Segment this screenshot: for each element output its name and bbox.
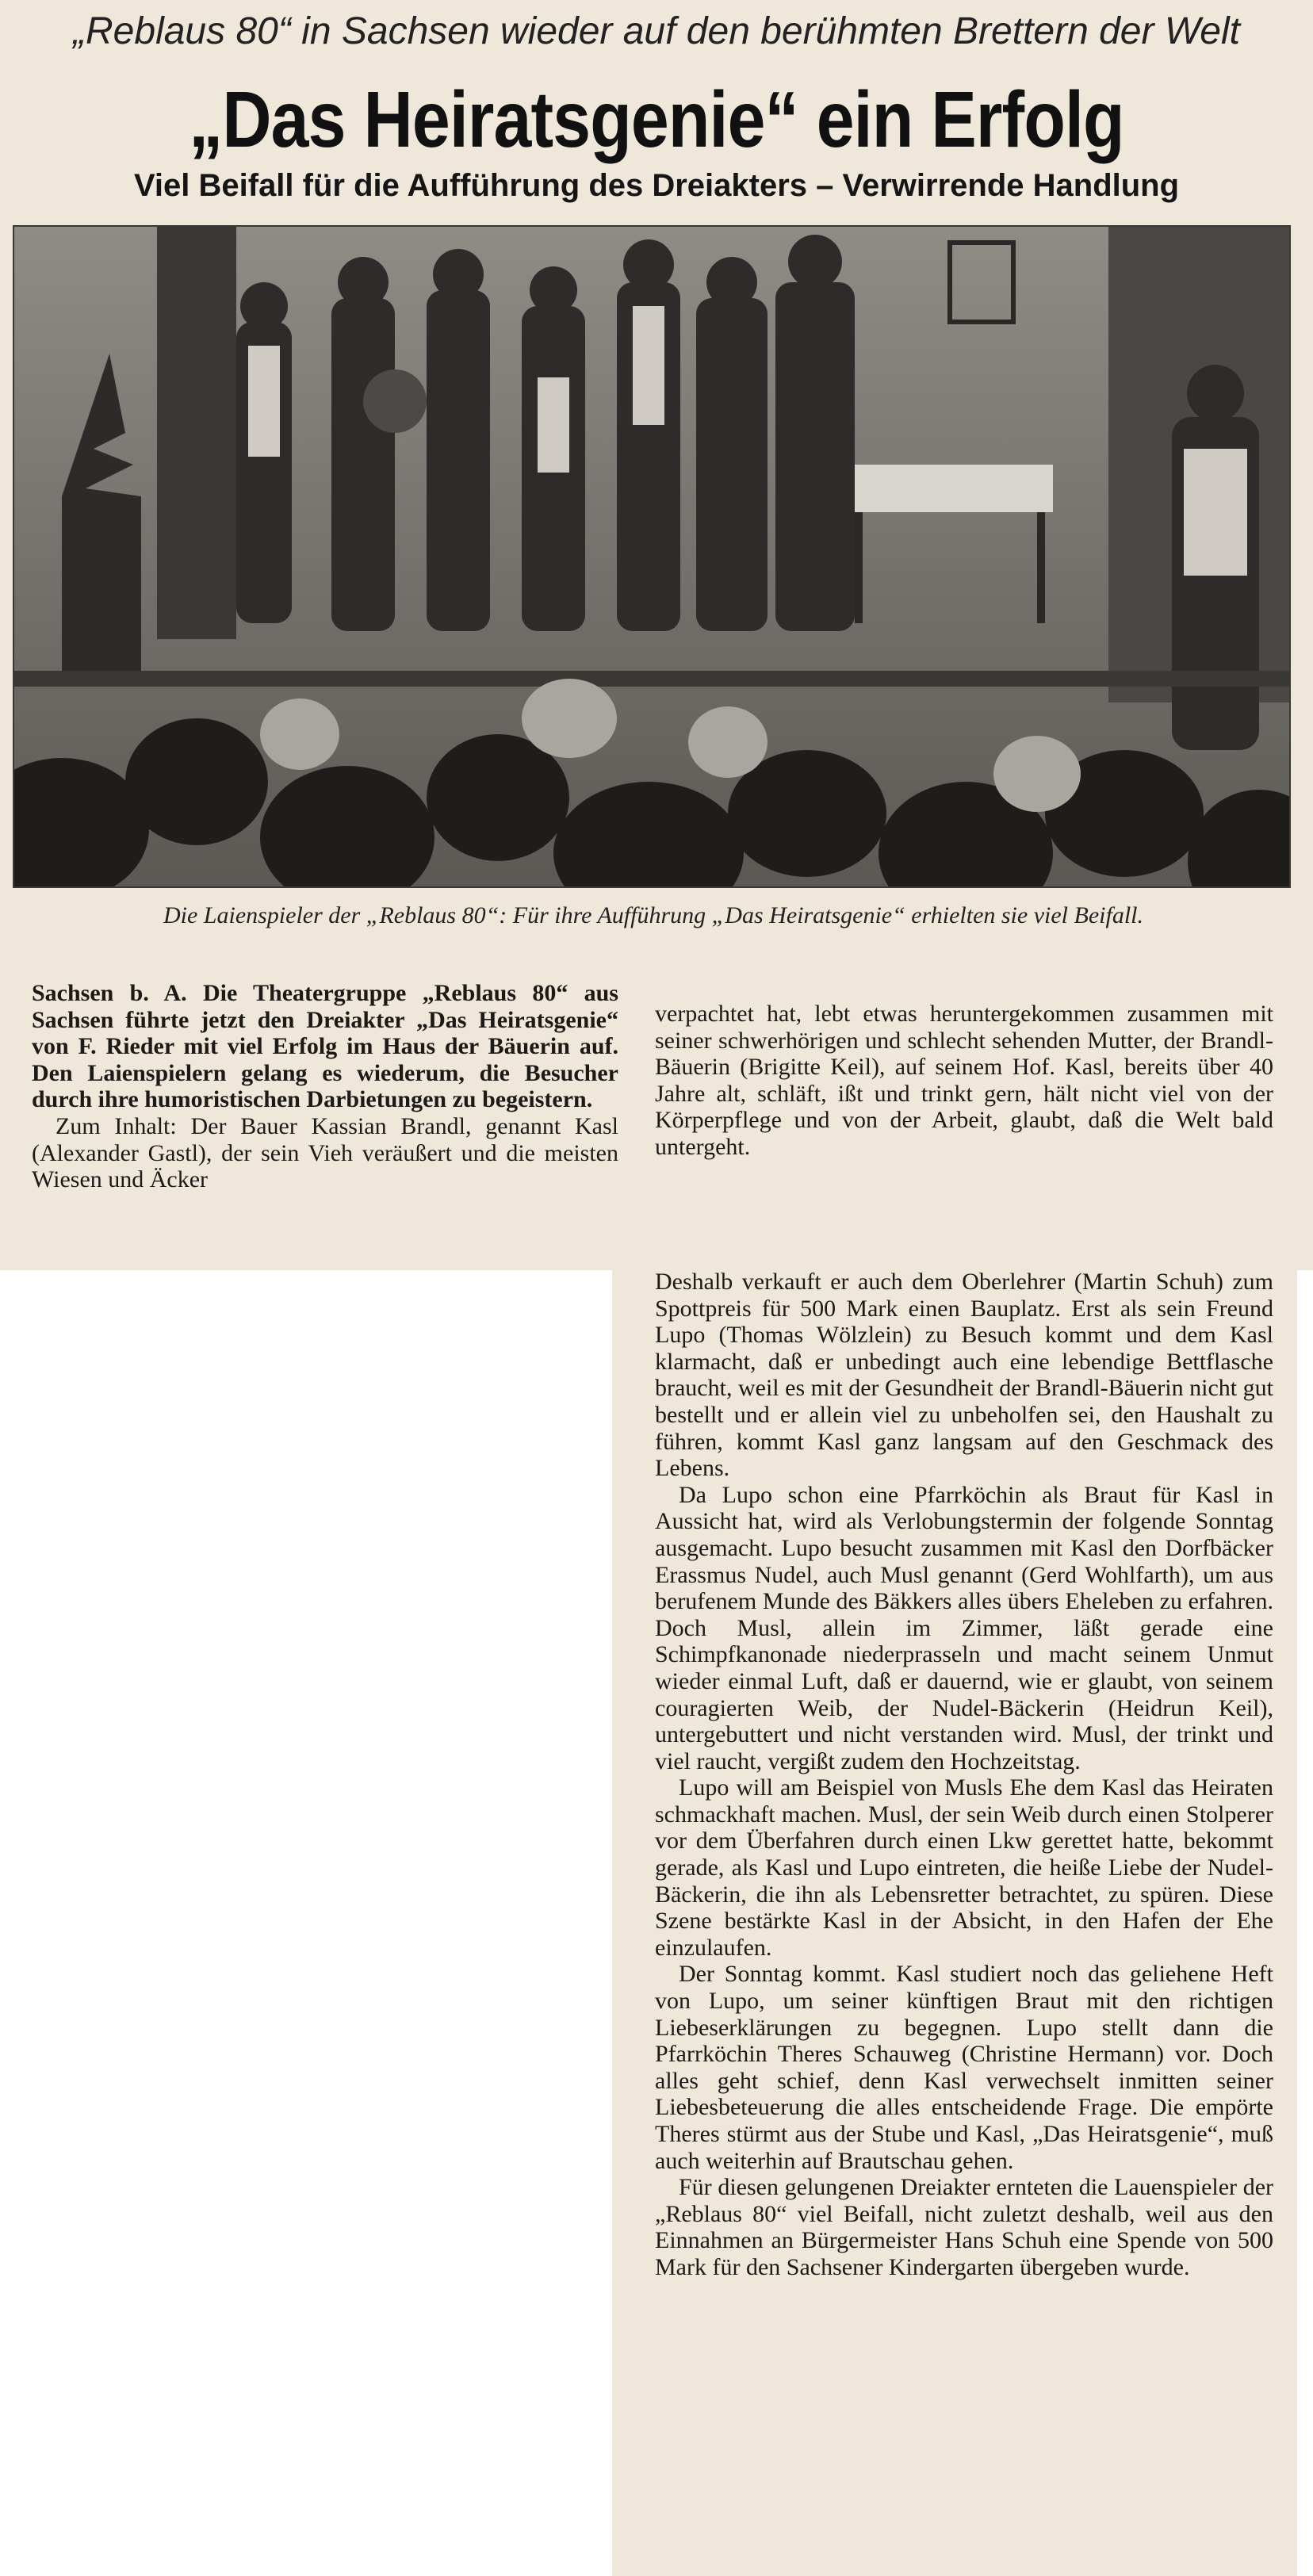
article-paragraph-5: Für diesen gelungenen Dreiakter ernteten die Lauenspieler der „Reblaus 80“ viel Beifall, nicht zuletzt deshalb, weil aus den Einnahmen an Bürgermeister Hans Schuh eine Spende von 500 Mark für den Sachsener Kindergarten übergeben wurde. [655,2174,1273,2280]
article-paragraph-3: Lupo will am Beispiel von Musls Ehe dem Kasl das Heiraten schmackhaft machen. Musl, der sein Weib durch einen Stolperer vor dem Überfahren durch einen Lkw gerettet hatte, bekommt gerade, als Kasl und Lupo eintreten, die heiße Liebe der Nudel-Bäckerin, die ihn als Lebensretter betrachtet, zu spüren. Diese Szene bestärkte Kasl in der Absicht, in den Hafen der Ehe einzulaufen. [655,1774,1273,1961]
article-paragraph-1-continued-2: Deshalb verkauft er auch dem Oberlehrer (Martin Schuh) zum Spottpreis für 500 Mark einen Bauplatz. Erst als sein Freund Lupo (Thomas Wölzlein) zu Besuch kommt und dem Kasl klarmacht, daß er unbedingt auch eine lebendige Bettflasche braucht, weil es mit der Gesundheit der Brandl-Bäuerin nicht gut bestellt und er allein viel zu unbeholfen sei, den Haushalt zu führen, kommt Kasl ganz langsam auf den Geschmack des Lebens. [655,1269,1273,1482]
article-column-right [655,1269,1273,2281]
article-subheadline: Viel Beifall für die Aufführung des Dreiakters – Verwirrende Handlung [133,168,1180,203]
article-paragraph-4: Der Sonntag kommt. Kasl studiert noch das geliehene Heft von Lupo, um seiner künftigen Braut mit den richtigen Liebeserklärungen zu begegnen. Lupo stellt dann die Pfarrköchin Theres Schauweg (Christine Hermann) vor. Doch alles geht schief, denn Kasl verwechselt inmitten seiner Liebesbeteuerung die alles entscheidende Frage. Die empörte Theres stürmt aus der Stube und Kasl, „Das Heiratsgenie“, muß auch weiterhin auf Brautschau gehen. [655,1961,1273,2174]
article-column-right-top [655,1001,1273,1161]
article-headline: „Das Heiratsgenie“ ein Erfolg [189,75,1124,164]
stage-photo [13,225,1291,888]
article-paragraph-1-start: Zum Inhalt: Der Bauer Kassian Brandl, genannt Kasl (Alexander Gastl), der sein Vieh veräußert und die meisten Wiesen und Äcker [32,1112,618,1193]
article-kicker: „Reblaus 80“ in Sachsen wieder auf den berühmten Brettern der Welt [73,10,1240,52]
article-paragraph-2: Da Lupo schon eine Pfarrköchin als Braut für Kasl in Aussicht hat, wird als Verlobungstermin der folgende Sonntag ausgemacht. Lupo besucht zusammen mit Kasl den Dorfbäcker Erassmus Nudel, auch Musl genannt (Gerd Wohlfarth), um aus berufenem Munde des Bäkkers alles übers Eheleben zu erfahren. Doch Musl, allein im Zimmer, läßt gerade eine Schimpfkanonade niederprasseln und macht seinem Unmut wieder einmal Luft, daß er dauernd, wie er glaubt, von seinem couragierten Weib, der Nudel-Bäckerin (Heidrun Keil), untergebuttert und nicht verstanden wird. Musl, der trinkt und viel raucht, vergißt zudem den Hochzeitstag. [655,1481,1273,1774]
article-paragraph-1-continued: verpachtet hat, lebt etwas heruntergekommen zusammen mit seiner schwerhörigen und schlecht sehenden Mutter, der Brandl-Bäuerin (Brigitte Keil), auf seinem Hof. Kasl, bereits über 40 Jahre alt, schläft, ißt und trinkt gern, hält nicht viel von der Körperpflege und von der Arbeit, glaubt, daß die Welt bald untergeht. [655,1001,1273,1160]
article-lead: Sachsen b. A. Die Theatergruppe „Reblaus 80“ aus Sachsen führte jetzt den Dreiakter „Das Heiratsgenie“ von F. Rieder mit viel Erfolg im Haus der Bäuerin auf. Den Laienspielern gelang es wiederum, die Besucher durch ihre humoristischen Darbietungen zu begeistern. [32,980,618,1113]
stage-photo-illustration [14,227,1289,886]
photo-caption: Die Laienspieler der „Reblaus 80“: Für ihre Aufführung „Das Heiratsgenie“ erhielten sie viel Beifall. [163,902,1143,928]
article-column-left [32,980,618,1193]
newspaper-clipping-top [0,0,1313,1270]
